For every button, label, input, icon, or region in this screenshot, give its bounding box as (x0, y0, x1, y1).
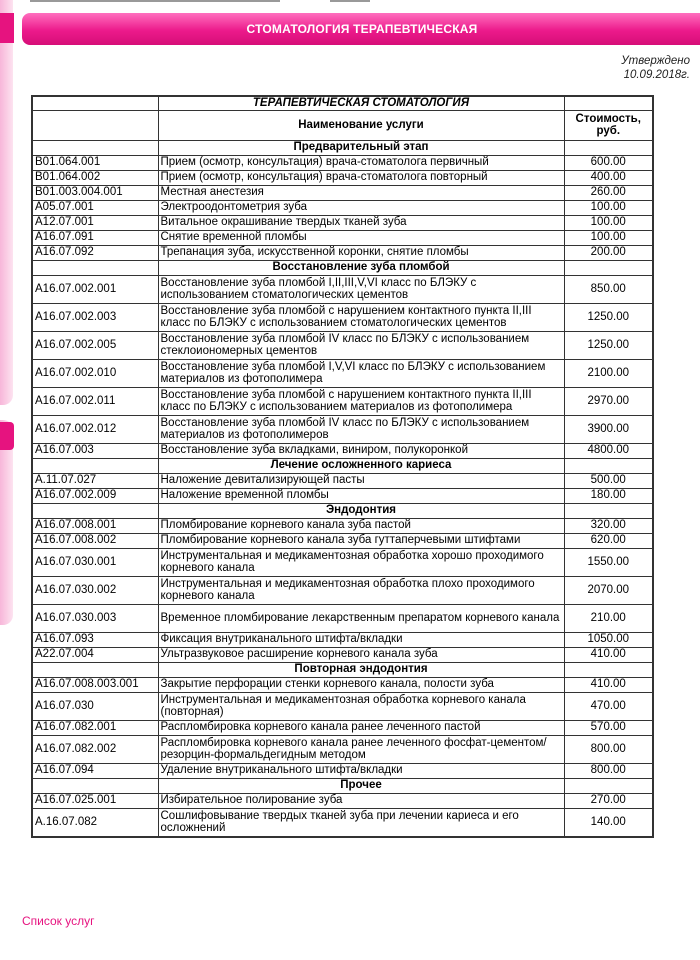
table-row (32, 735, 653, 763)
table-row (32, 215, 653, 230)
section-row (32, 662, 653, 677)
service-price: 260.00 (564, 185, 653, 200)
section-title: Предварительный этап (158, 140, 564, 155)
service-price: 200.00 (564, 245, 653, 260)
top-divider-short (330, 0, 370, 2)
service-code: A05.07.001 (32, 200, 158, 215)
service-code: A16.07.094 (32, 763, 158, 778)
service-name: Местная анестезия (158, 185, 564, 200)
service-name: Ультразвуковое расширение корневого канала зуба (158, 647, 564, 662)
service-name: Восстановление зуба пломбой IV класс по БЛЭКУ с использованием материалов из фотополимеров (158, 415, 564, 443)
table-row (32, 576, 653, 604)
service-code: A16.07.002.010 (32, 359, 158, 387)
service-name: Временное пломбирование лекарственным препаратом корневого канала (158, 604, 564, 632)
service-code: A16.07.002.003 (32, 303, 158, 331)
column-header-price: Стоимость, руб. (564, 110, 653, 140)
table-row (32, 604, 653, 632)
service-price: 100.00 (564, 230, 653, 245)
left-tab-marker (0, 13, 14, 43)
table-row (32, 245, 653, 260)
table-row (32, 200, 653, 215)
table-row (32, 185, 653, 200)
table-row (32, 331, 653, 359)
service-price: 2970.00 (564, 387, 653, 415)
table-row (32, 230, 653, 245)
page-title: СТОМАТОЛОГИЯ ТЕРАПЕВТИЧЕСКАЯ (246, 22, 478, 36)
section-row (32, 778, 653, 793)
service-code: A16.07.002.012 (32, 415, 158, 443)
service-price: 4800.00 (564, 443, 653, 458)
empty-cell (564, 260, 653, 275)
service-code: A16.07.002.005 (32, 331, 158, 359)
service-code: A16.07.030 (32, 692, 158, 720)
service-code: A.16.07.082 (32, 808, 158, 837)
service-code: A16.07.002.009 (32, 488, 158, 503)
service-name: Распломбировка корневого канала ранее леченного пастой (158, 720, 564, 735)
service-name: Восстановление зуба вкладками, виниром, полукоронкой (158, 443, 564, 458)
service-code: A16.07.008.002 (32, 533, 158, 548)
service-name: Восстановление зуба пломбой с нарушением контактного пункта II,III класс по БЛЭКУ с использованием материалов из фотополимера (158, 387, 564, 415)
table-row (32, 677, 653, 692)
table-row (32, 548, 653, 576)
service-code: A16.07.091 (32, 230, 158, 245)
table-row (32, 387, 653, 415)
service-name: Фиксация внутриканального штифта/вкладки (158, 632, 564, 647)
service-code: A16.07.092 (32, 245, 158, 260)
empty-cell (564, 503, 653, 518)
service-name: Трепанация зуба, искусственной коронки, снятие пломбы (158, 245, 564, 260)
table-title-row (32, 96, 653, 110)
service-price: 270.00 (564, 793, 653, 808)
service-name: Восстановление зуба пломбой с нарушением контактного пункта II,III класс по БЛЭКУ с использованием стоматологических цементов (158, 303, 564, 331)
service-name: Инструментальная и медикаментозная обработка хорошо проходимого корневого канала (158, 548, 564, 576)
table-row (32, 632, 653, 647)
table-row (32, 808, 653, 837)
section-title: Повторная эндодонтия (158, 662, 564, 677)
service-name: Сошлифовывание твердых тканей зуба при лечении кариеса и его осложнений (158, 808, 564, 837)
service-code: B01.064.002 (32, 170, 158, 185)
service-name: Электроодонтометрия зуба (158, 200, 564, 215)
service-code: A16.07.082.002 (32, 735, 158, 763)
page-header (22, 13, 700, 45)
empty-cell (32, 96, 158, 110)
service-code: B01.003.004.001 (32, 185, 158, 200)
approval-date: 10.09.2018г. (623, 69, 690, 81)
table-row (32, 415, 653, 443)
service-name: Распломбировка корневого канала ранее леченного фосфат-цементом/резорцин-формальдегидным методом (158, 735, 564, 763)
service-price: 2100.00 (564, 359, 653, 387)
service-price: 470.00 (564, 692, 653, 720)
table-row (32, 533, 653, 548)
empty-cell (564, 778, 653, 793)
service-price: 800.00 (564, 763, 653, 778)
service-name: Инструментальная и медикаментозная обработка корневого канала (повторная) (158, 692, 564, 720)
service-price: 100.00 (564, 200, 653, 215)
service-name: Прием (осмотр, консультация) врача-стоматолога первичный (158, 155, 564, 170)
service-price: 3900.00 (564, 415, 653, 443)
service-name: Восстановление зуба пломбой I,V,VI класс по БЛЭКУ с использованием материалов из фотополимера (158, 359, 564, 387)
section-title: Прочее (158, 778, 564, 793)
service-code: A.11.07.027 (32, 473, 158, 488)
left-decor-strip-lower (0, 420, 13, 625)
table-row (32, 473, 653, 488)
service-name: Восстановление зуба пломбой IV класс по БЛЭКУ с использованием стеклоиономерных цементов (158, 331, 564, 359)
service-price: 410.00 (564, 677, 653, 692)
service-price: 620.00 (564, 533, 653, 548)
empty-cell (32, 503, 158, 518)
empty-cell (32, 458, 158, 473)
service-price: 500.00 (564, 473, 653, 488)
table-row (32, 303, 653, 331)
empty-cell (32, 110, 158, 140)
section-row (32, 260, 653, 275)
service-price: 1250.00 (564, 331, 653, 359)
service-price: 400.00 (564, 170, 653, 185)
table-row (32, 647, 653, 662)
services-list-link[interactable]: Список услуг (22, 914, 95, 928)
service-price: 600.00 (564, 155, 653, 170)
service-code: B01.064.001 (32, 155, 158, 170)
table-row (32, 488, 653, 503)
left-decor-strip (0, 0, 13, 405)
empty-cell (564, 96, 653, 110)
service-price: 1250.00 (564, 303, 653, 331)
approval-label: Утверждено (621, 55, 690, 67)
table-row (32, 763, 653, 778)
column-header-name: Наименование услуги (158, 110, 564, 140)
service-price: 320.00 (564, 518, 653, 533)
service-name: Снятие временной пломбы (158, 230, 564, 245)
service-code: A16.07.003 (32, 443, 158, 458)
empty-cell (32, 662, 158, 677)
service-code: A16.07.030.003 (32, 604, 158, 632)
table-header-row (32, 110, 653, 140)
section-row (32, 140, 653, 155)
table-row (32, 359, 653, 387)
service-price: 800.00 (564, 735, 653, 763)
service-name: Прием (осмотр, консультация) врача-стоматолога повторный (158, 170, 564, 185)
service-code: A16.07.008.003.001 (32, 677, 158, 692)
service-code: A16.07.008.001 (32, 518, 158, 533)
left-tab-marker-lower (0, 422, 14, 450)
service-name: Инструментальная и медикаментозная обработка плохо проходимого корневого канала (158, 576, 564, 604)
service-name: Избирательное полирование зуба (158, 793, 564, 808)
empty-cell (564, 458, 653, 473)
empty-cell (564, 662, 653, 677)
service-code: A16.07.025.001 (32, 793, 158, 808)
service-price: 570.00 (564, 720, 653, 735)
service-name: Удаление внутриканального штифта/вкладки (158, 763, 564, 778)
table-row (32, 518, 653, 533)
section-row (32, 503, 653, 518)
service-code: A16.07.030.002 (32, 576, 158, 604)
empty-cell (564, 140, 653, 155)
section-title: Лечение осложненного кариеса (158, 458, 564, 473)
service-price: 1550.00 (564, 548, 653, 576)
service-name: Пломбирование корневого канала зуба гуттаперчевыми штифтами (158, 533, 564, 548)
price-table (31, 95, 654, 838)
table-row (32, 275, 653, 303)
table-row (32, 793, 653, 808)
table-row (32, 720, 653, 735)
empty-cell (32, 778, 158, 793)
service-name: Закрытие перфорации стенки корневого канала, полости зуба (158, 677, 564, 692)
service-name: Наложение временной пломбы (158, 488, 564, 503)
approval-stamp (621, 54, 690, 82)
table-row (32, 155, 653, 170)
service-code: A16.07.082.001 (32, 720, 158, 735)
service-code: A12.07.001 (32, 215, 158, 230)
service-code: A16.07.030.001 (32, 548, 158, 576)
service-name: Пломбирование корневого канала зуба пастой (158, 518, 564, 533)
service-price: 410.00 (564, 647, 653, 662)
service-name: Наложение девитализирующей пасты (158, 473, 564, 488)
service-price: 210.00 (564, 604, 653, 632)
service-code: A22.07.004 (32, 647, 158, 662)
service-price: 850.00 (564, 275, 653, 303)
section-row (32, 458, 653, 473)
table-row (32, 692, 653, 720)
service-code: A16.07.002.001 (32, 275, 158, 303)
service-code: A16.07.093 (32, 632, 158, 647)
service-price: 140.00 (564, 808, 653, 837)
empty-cell (32, 140, 158, 155)
section-title: Эндодонтия (158, 503, 564, 518)
table-row (32, 170, 653, 185)
service-price: 180.00 (564, 488, 653, 503)
top-divider (30, 0, 280, 2)
service-code: A16.07.002.011 (32, 387, 158, 415)
section-title: Восстановление зуба пломбой (158, 260, 564, 275)
empty-cell (32, 260, 158, 275)
service-name: Восстановление зуба пломбой I,II,III,V,VI класс по БЛЭКУ с использованием стоматологических цементов (158, 275, 564, 303)
service-price: 100.00 (564, 215, 653, 230)
table-title: ТЕРАПЕВТИЧЕСКАЯ СТОМАТОЛОГИЯ (158, 96, 564, 110)
service-price: 2070.00 (564, 576, 653, 604)
service-price: 1050.00 (564, 632, 653, 647)
service-name: Витальное окрашивание твердых тканей зуба (158, 215, 564, 230)
table-row (32, 443, 653, 458)
